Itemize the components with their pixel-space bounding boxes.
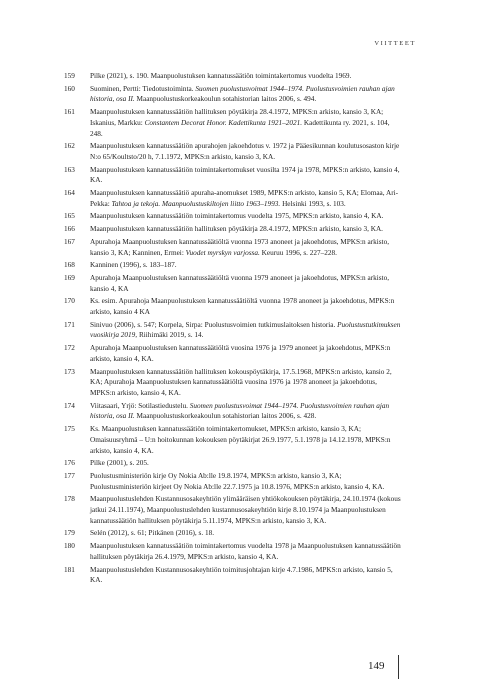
endnote-text-segment: Keuruu 1996, s. 227–228. <box>259 248 337 257</box>
endnote-item <box>64 401 404 422</box>
endnote-number: 172 <box>64 344 75 353</box>
endnote-text <box>90 528 404 539</box>
endnote-text <box>90 494 404 526</box>
endnote-number: 177 <box>64 471 75 480</box>
endnote-item <box>64 458 404 469</box>
endnote-text <box>90 367 404 399</box>
endnote-text-segment: Kadettikunta ry. 2021, s. 104, 248. <box>90 118 390 138</box>
endnote-item <box>64 224 404 235</box>
endnote-item <box>64 260 404 271</box>
endnote-text <box>90 224 404 235</box>
endnote-item <box>64 107 404 139</box>
endnotes-list <box>64 71 404 588</box>
endnote-title-italic: Vuodet myrskyn varjossa. <box>185 248 260 257</box>
endnote-item <box>64 367 404 399</box>
endnote-title-italic: Suomen puolustusvoimat 1944–1974. Puolustusvoimien rauhan ajan historia, osa II. <box>90 401 390 421</box>
endnote-number: 160 <box>64 84 75 93</box>
endnote-text <box>90 401 404 422</box>
endnote-number: 164 <box>64 189 75 198</box>
endnote-text <box>90 260 404 271</box>
endnote-text <box>90 471 404 492</box>
endnote-text-segment: Pilke (2001), s. 205. <box>90 459 149 468</box>
endnote-text-segment: Suominen, Pertti: Tiedotustoiminta. <box>90 84 196 93</box>
endnote-text <box>90 424 404 456</box>
endnote-item <box>64 273 404 294</box>
endnote-number: 169 <box>64 273 75 282</box>
endnote-item <box>64 528 404 539</box>
endnote-number: 181 <box>64 565 75 574</box>
endnote-item <box>64 71 404 82</box>
endnote-text-segment: Apurahoja Maanpuolustuksen kannatussäätiöltä vuonna 1973 anoneet ja jakoehdotus, MPKS:n arkisto, kansio 3, KA; Kanninen, Ermei: <box>90 237 390 257</box>
endnote-number: 167 <box>64 237 75 246</box>
endnote-number: 165 <box>64 212 75 221</box>
endnote-number: 159 <box>64 72 75 80</box>
endnote-text <box>90 273 404 294</box>
endnote-number: 161 <box>64 108 75 117</box>
endnote-text-segment: Helsinki 1993, s. 103. <box>280 199 346 208</box>
endnote-number: 168 <box>64 261 75 270</box>
endnote-item <box>64 471 404 492</box>
endnote-text <box>90 141 404 162</box>
endnote-text-segment: Maanpuolustuslehden Kustannusosakeyhtiön toimitusjohtajan kirje 4.7.1986, MPKS:n arkisto, kansio 5, KA. <box>90 565 393 585</box>
endnote-text-segment: Maanpuolustuslehden Kustannusosakeyhtiön ylimääräisen yhtiökokouksen pöytäkirja, 24.10.1974 (kokous jatkui 24.11.1974), Maanpuolustuslehden kustannusosakeyhtiön kirje 8.10.1974 ja Maanpuolustuksen kannatussäätiön hallituksen pöytäkirja 5.11.1974, MPKS:n arkisto, kansio 3, KA. <box>90 495 401 525</box>
endnote-item <box>64 188 404 209</box>
endnote-text-segment: Maanpuolustuksen kannatussäätiön hallituksen pöytäkirja 28.4.1972, MPKS:n arkisto, kansio 3, KA; Iskanius, Markku: <box>90 108 384 127</box>
endnote-item <box>64 541 404 562</box>
page-number: 149 <box>368 660 385 672</box>
endnote-text <box>90 71 404 82</box>
endnote-text-segment: Maanpuolustuksen kannatussäätiön apurahojen jakoehdotus v. 1972 ja Pääesikunnan koulutusosaston kirje N:o 65/Koultsto/20 h, 7.1.1972, MPKS:n arkisto, kansio 3, KA. <box>90 142 400 161</box>
endnote-text-segment: Ks. Maanpuolustuksen kannatussäätiön toimintakertomukset, MPKS:n arkisto, kansio 3, KA; Omaisuusryhmä – U:n hoitokunnan kokouksen pöytäkirjat 26.9.1977, 5.1.1978 ja 14.12.1978, MPKS:n arkisto, kansio 4, KA. <box>90 425 391 455</box>
endnote-text <box>90 107 404 139</box>
endnote-number: 170 <box>64 297 75 306</box>
endnote-number: 175 <box>64 425 75 434</box>
endnote-title-italic: Constantem Decorat Honor. Kadettikunta 1921–2021. <box>144 118 303 127</box>
endnote-number: 179 <box>64 529 75 538</box>
endnote-text-segment: Maanpuolustuksen kannatussäätiö apuraha-anomukset 1989, MPKS:n arkisto, kansio 5, KA; Elomaa, Ari-Pekka: <box>90 189 399 208</box>
endnote-number: 162 <box>64 142 75 151</box>
endnote-item <box>64 237 404 258</box>
endnote-item <box>64 211 404 222</box>
endnote-text-segment: Kanninen (1996), s. 183–187. <box>90 261 177 270</box>
endnote-text <box>90 237 404 258</box>
endnote-text <box>90 211 404 222</box>
endnote-text-segment: Maanpuolustuksen kannatussäätiön hallituksen kokouspöytäkirja, 17.5.1968, MPKS:n arkisto, kansio 2, KA; Apurahoja Maanpuolustuksen kannatussäätiöltä vuosina 1976 ja 1978 anoneet ja jakoehdotus, MPKS:n arkisto, kansio 4, KA. <box>90 367 392 397</box>
endnote-number: 176 <box>64 459 75 468</box>
endnote-text-segment: Pilke (2021), s. 190. Maanpuolustuksen kannatussäätiön toimintakertomus vuodelta 1969. <box>90 72 352 80</box>
running-header: VIITTEET <box>374 40 416 47</box>
endnote-number: 163 <box>64 165 75 174</box>
endnote-number: 180 <box>64 542 75 551</box>
endnote-item <box>64 343 404 364</box>
endnote-title-italic: Suomen puolustusvoimat 1944–1974. Puolustusvoimien rauhan ajan historia, osa II. <box>90 84 395 104</box>
endnote-text-segment: Maanpuolustuksen kannatussäätiön hallituksen pöytäkirja 28.4.1972, MPKS:n arkisto, kansio 3, KA. <box>90 225 383 234</box>
endnote-item <box>64 565 404 586</box>
endnote-text-segment: Puolustusministeriön kirje Oy Nokia Ab:lle 19.8.1974, MPKS:n arkisto, kansio 3, KA; Puolustusministeriön kirjeet Oy Nokia Ab:lle 22.7.1975 ja 10.8.1976, MPKS:n arkisto, kansio 4, KA. <box>90 471 385 491</box>
endnote-text-segment: Maanpuolustuksen kannatussäätiön toimintakertomus vuodelta 1975, MPKS:n arkisto, kansio 4, KA. <box>90 212 384 221</box>
endnote-number: 173 <box>64 367 75 376</box>
endnote-text-segment: Maanpuolustuskorkeakoulun sotahistorian laitos 2006, s. 494. <box>134 95 317 104</box>
endnote-text <box>90 565 404 586</box>
endnote-item <box>64 165 404 186</box>
endnote-text <box>90 320 404 341</box>
endnote-text <box>90 343 404 364</box>
endnote-text-segment: Ks. esim. Apurahoja Maanpuolustuksen kannatussäätiöltä vuonna 1978 anoneet ja jakoehdotus, MPKS:n arkisto, kansio 4 KA <box>90 297 395 317</box>
endnote-item <box>64 84 404 105</box>
endnote-text-segment: Viitasaari, Yrjö: Sotilastiedustelu. <box>90 401 190 410</box>
endnote-number: 166 <box>64 225 75 234</box>
endnote-text <box>90 84 404 105</box>
endnote-text <box>90 458 404 469</box>
endnote-item <box>64 296 404 317</box>
endnote-text-segment: Maanpuolustuksen kannatussäätiön toimintakertomus vuodelta 1978 ja Maanpuolustuksen kannatussäätiön hallituksen pöytäkirja 26.4.1979, MPKS:n arkisto, kansio 4, KA. <box>90 542 401 561</box>
endnote-item <box>64 494 404 526</box>
endnote-text <box>90 165 404 186</box>
endnote-text-segment: Apurahoja Maanpuolustuksen kannatussäätiöltä vuonna 1979 anoneet ja jakoehdotus, MPKS:n arkisto, kansio 4, KA <box>90 273 390 293</box>
endnote-text-segment: Maanpuolustuskorkeakoulun sotahistorian laitos 2006, s. 428. <box>134 412 317 421</box>
endnote-item <box>64 141 404 162</box>
endnote-text-segment: Riihimäki 2019, s. 14. <box>137 331 204 340</box>
endnote-text-segment: Maanpuolustuksen kannatussäätiön toimintakertomukset vuosilta 1974 ja 1978, MPKS:n arkisto, kansio 4, KA. <box>90 165 400 185</box>
endnote-number: 171 <box>64 320 75 329</box>
endnote-title-italic: Tahtoa ja tekoja. Maanpuolustuskiltojen liitto 1963–1993. <box>111 199 281 208</box>
endnote-number: 174 <box>64 401 75 410</box>
endnote-text <box>90 541 404 562</box>
endnote-text-segment: Sinivuo (2006), s. 547; Korpela, Sirpa: Puolustusvoimien tutkimuslaitoksen historia. <box>90 320 338 329</box>
endnote-number: 178 <box>64 495 75 504</box>
endnote-text-segment: Selén (2012), s. 61; Pitkänen (2016), s. 18. <box>90 529 215 538</box>
page-number-rule <box>398 655 399 679</box>
endnote-text-segment: Apurahoja Maanpuolustuksen kannatussäätiöltä vuosina 1976 ja 1979 anoneet ja jakoehdotus, MPKS:n arkisto, kansio 4, KA. <box>90 344 391 363</box>
endnote-title-italic: Puolustustutkimuksen vuosikirja 2019, <box>90 320 401 340</box>
endnote-item <box>64 424 404 456</box>
endnote-text <box>90 296 404 317</box>
endnote-item <box>64 320 404 341</box>
endnote-text <box>90 188 404 209</box>
